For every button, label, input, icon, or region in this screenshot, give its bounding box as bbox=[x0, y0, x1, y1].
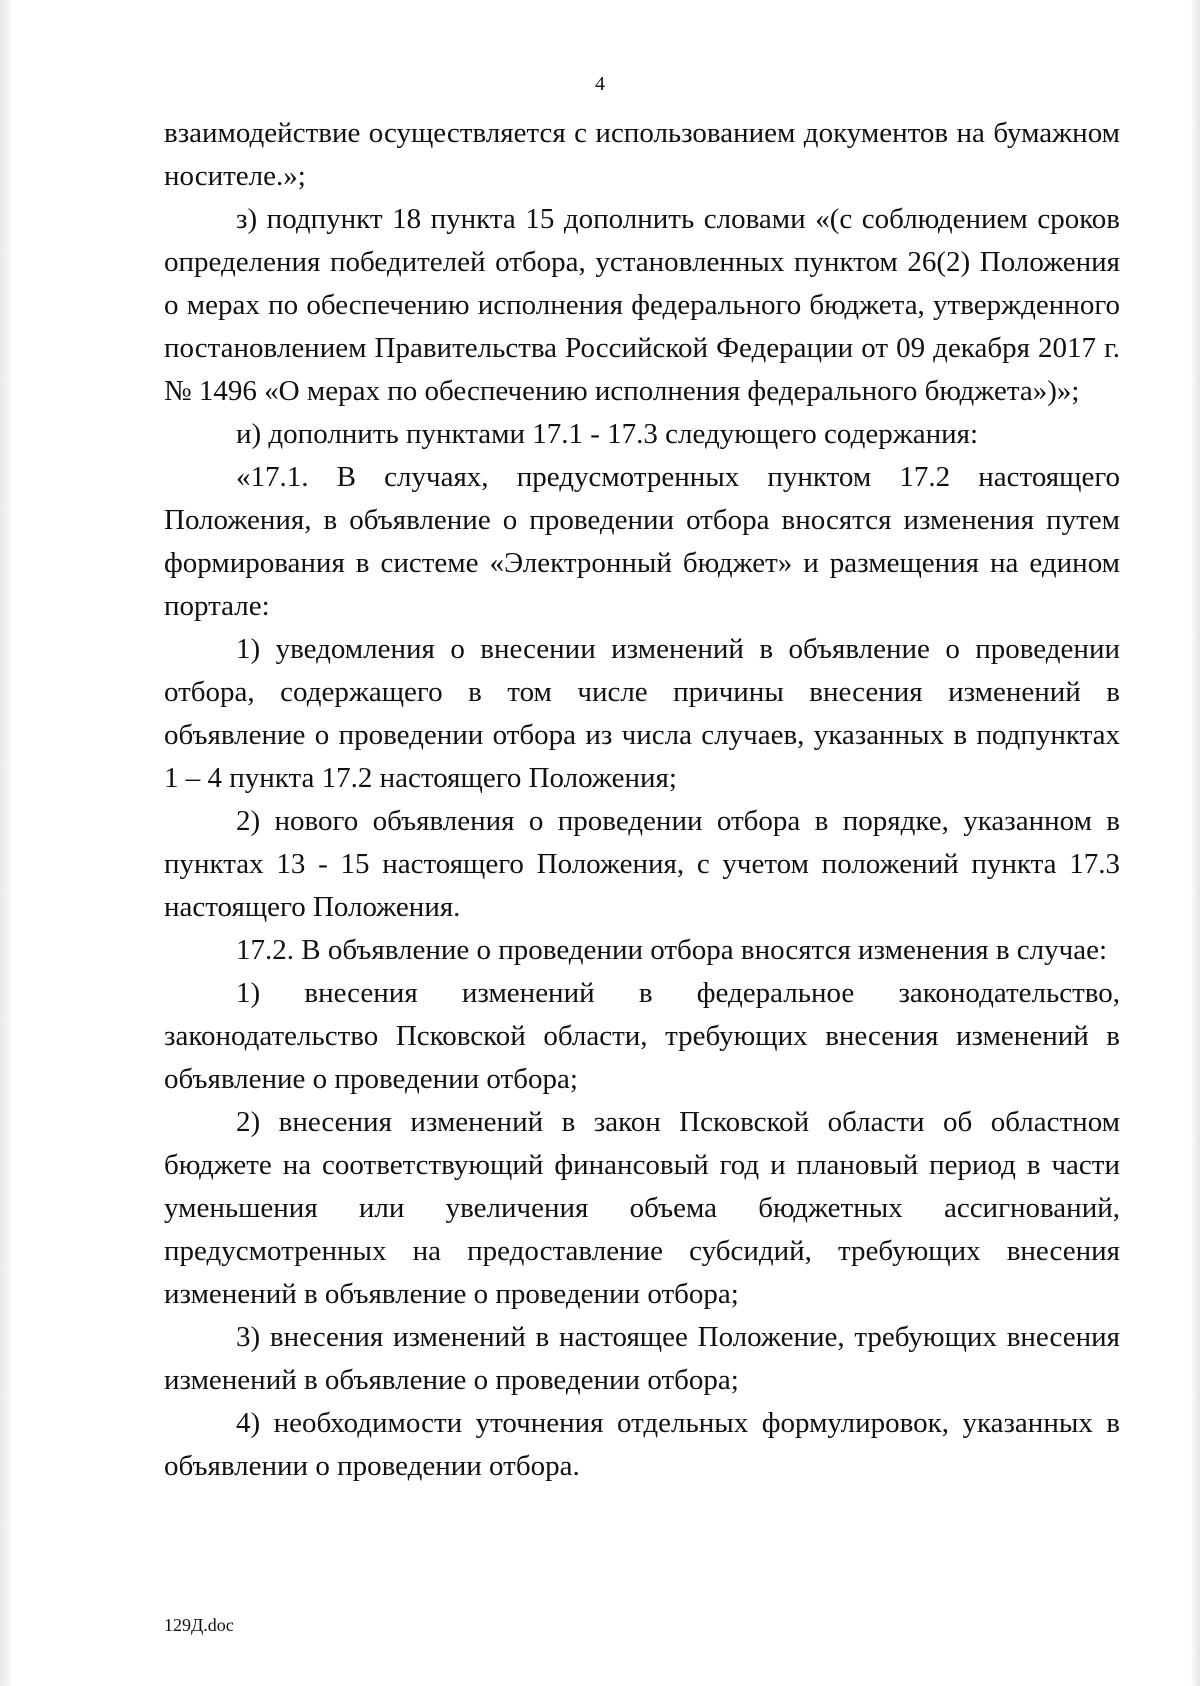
paragraph-5: 1) уведомления о внесении изменений в объявление о проведении отбора, содержащего в том числе причины внесения изменений в объявление о проведении отбора из числа случаев, указанных в подпунктах 1 – 4 пункта 17.2 настоящего Положения; bbox=[164, 633, 1120, 794]
paragraph-3: и) дополнить пунктами 17.1 - 17.3 следующего содержания: bbox=[236, 418, 979, 450]
paragraph-1: взаимодействие осуществляется с использованием документов на бумажном носителе.»; bbox=[164, 117, 1120, 192]
paragraph-11: 4) необходимости уточнения отдельных формулировок, указанных в объявлении о проведении отбора. bbox=[164, 1407, 1120, 1482]
scan-edge-right bbox=[1190, 0, 1200, 1686]
paragraph-10: 3) внесения изменений в настоящее Положение, требующих внесения изменений в объявление о проведении отбора; bbox=[164, 1321, 1120, 1396]
paragraph-8: 1) внесения изменений в федеральное законодательство, законодательство Псковской области, требующих внесения изменений в объявление о проведении отбора; bbox=[164, 977, 1120, 1095]
page-number: 4 bbox=[595, 73, 605, 95]
paragraph-2: з) подпункт 18 пункта 15 дополнить словами «(с соблюдением сроков определения победителей отбора, установленных пунктом 26(2) Положения о мерах по обеспечению исполнения федерального бюджета, утвержденного постановлением Правительства Российской Федерации от 09 декабря 2017 г. № 1496 «О мерах по обеспечению исполнения федерального бюджета»)»; bbox=[164, 203, 1120, 407]
document-body bbox=[164, 112, 1120, 1488]
footer-filename: 129Д.doc bbox=[164, 1615, 234, 1635]
paragraph-9: 2) внесения изменений в закон Псковской области об областном бюджете на соответствующий финансовый год и плановый период в части уменьшения или увеличения объема бюджетных ассигнований, предусмотренных на предоставление субсидий, требующих внесения изменений в объявление о проведении отбора; bbox=[164, 1106, 1120, 1310]
paragraph-4: «17.1. В случаях, предусмотренных пунктом 17.2 настоящего Положения, в объявление о проведении отбора вносятся изменения путем формирования в системе «Электронный бюджет» и размещения на едином портале: bbox=[164, 461, 1120, 622]
paragraph-6: 2) нового объявления о проведении отбора в порядке, указанном в пунктах 13 - 15 настоящего Положения, с учетом положений пункта 17.3 настоящего Положения. bbox=[164, 805, 1120, 923]
paragraph-7: 17.2. В объявление о проведении отбора вносятся изменения в случае: bbox=[236, 934, 1108, 966]
scan-edge-left bbox=[0, 0, 14, 1686]
